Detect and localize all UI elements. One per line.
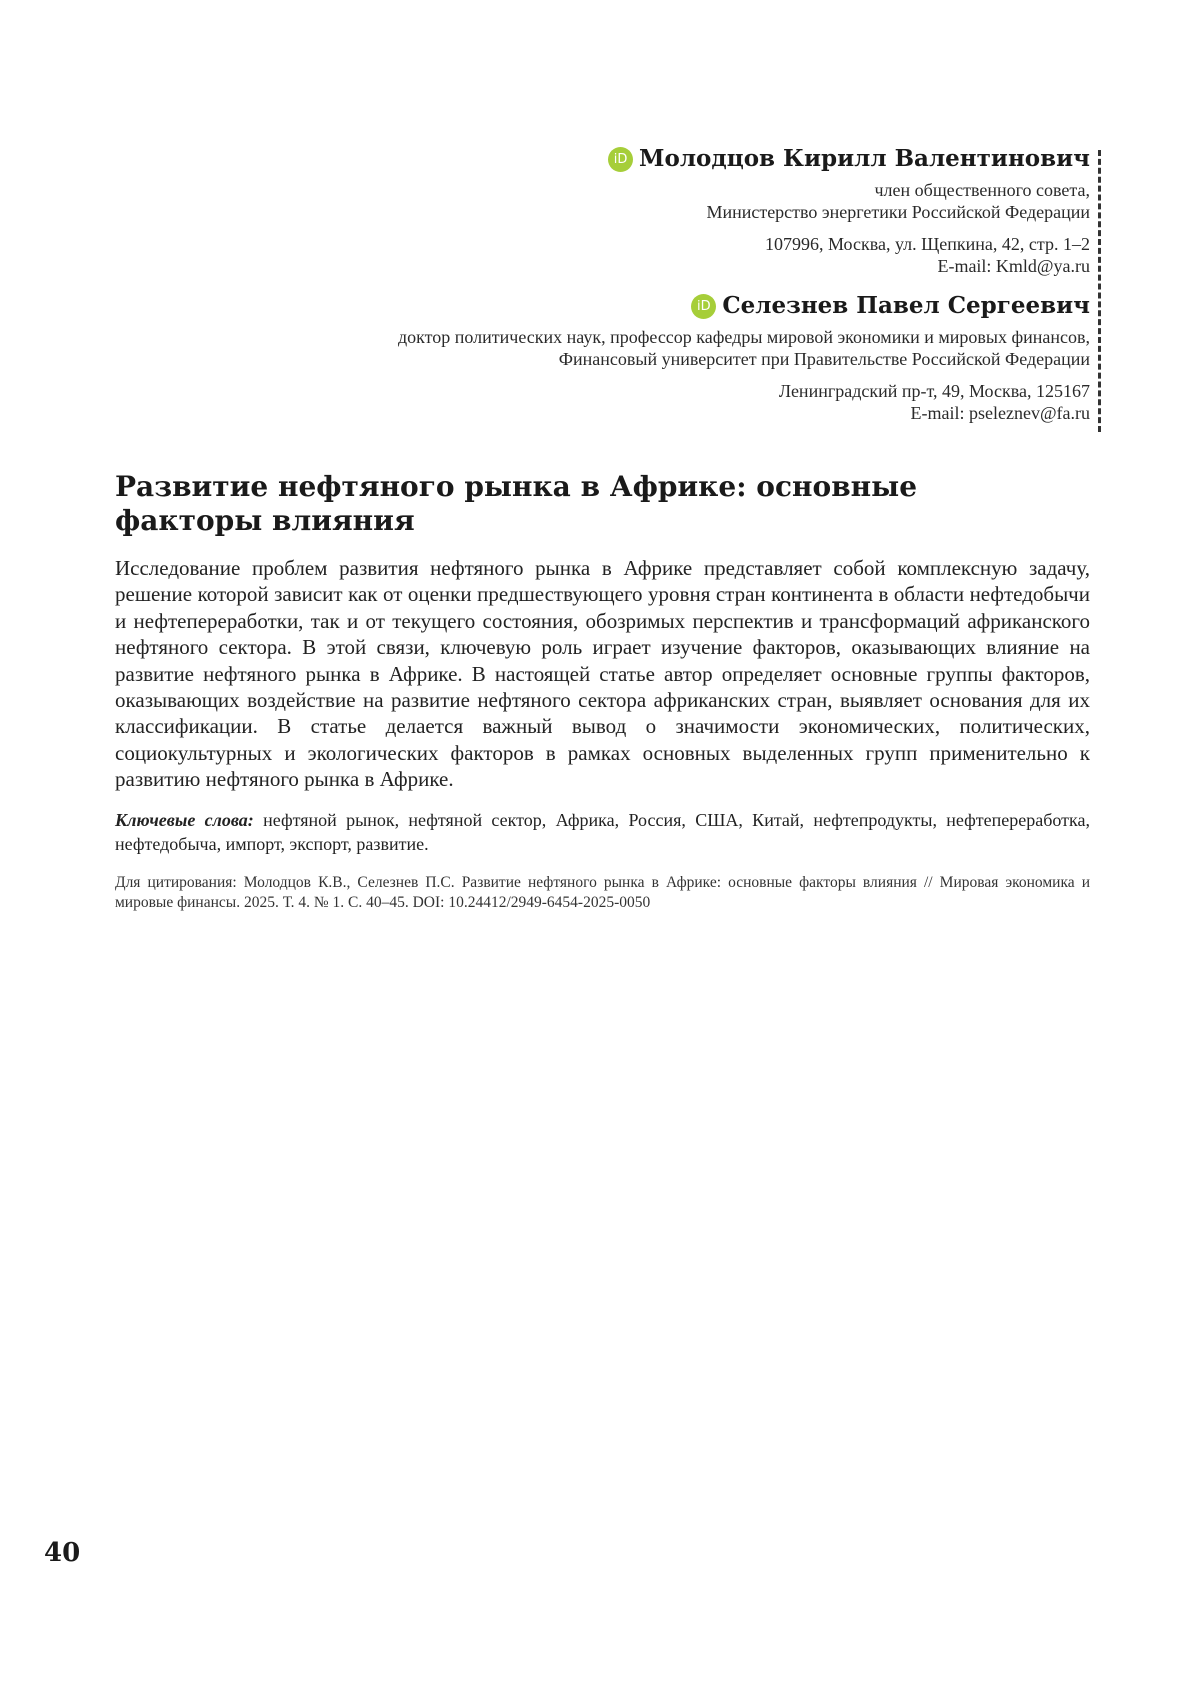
page-number: 40 <box>44 1538 81 1568</box>
affiliation-line: член общественного совета, <box>874 180 1090 200</box>
author-affiliation <box>100 326 1090 370</box>
article-abstract: Исследование проблем развития нефтяного рынка в Африке представляет собой комплексную задачу, решение которой зависит как от оценки предшествующего уровня стран континента в области нефтедобычи и нефтепереработки, так и от текущего состояния, обозримых перспектив и трансформаций африканского нефтяного сектора. В этой связи, ключевую роль играет изучение факторов, оказывающих влияние на развитие нефтяного рынка в Африке. В настоящей статье автор определяет основные группы факторов, оказывающих воздействие на развитие нефтяного сектора африканских стран, выявляет основания для их классификации. В статье делается важный вывод о значимости экономических, политических, социокультурных и экологических факторов в рамках основных выделенных групп применительно к развитию нефтяного рынка в Африке. <box>115 556 1090 792</box>
author-address: Ленинградский пр-т, 49, Москва, 125167 <box>778 381 1090 401</box>
affiliation-line: доктор политических наук, профессор кафедры мировой экономики и мировых финансов, <box>397 327 1090 347</box>
author-email[interactable]: E-mail: pseleznev@fa.ru <box>910 403 1090 423</box>
orcid-icon[interactable]: iD <box>691 294 716 319</box>
author-name <box>100 291 1090 321</box>
author-contact <box>100 233 1090 277</box>
author-contact <box>100 380 1090 424</box>
author-block-divider <box>1098 150 1101 432</box>
author-name-text: Молодцов Кирилл Валентинович <box>639 145 1090 172</box>
article-citation: Для цитирования: Молодцов К.В., Селезнев П.С. Развитие нефтяного рынка в Африке: основные факторы влияния // Мировая экономика и мировые финансы. 2025. Т. 4. № 1. С. 40–45. DOI: 10.24412/2949-6454-2025-0050 <box>115 874 1090 911</box>
author-email[interactable]: E-mail: Kmld@ya.ru <box>937 256 1090 276</box>
author-name-text: Селезнев Павел Сергеевич <box>722 292 1090 319</box>
authors-block <box>100 144 1090 424</box>
affiliation-line: Министерство энергетики Российской Федерации <box>706 202 1090 222</box>
orcid-icon[interactable]: iD <box>608 147 633 172</box>
article-keywords <box>115 808 1090 856</box>
author-affiliation <box>100 179 1090 223</box>
keywords-text: нефтяной рынок, нефтяной сектор, Африка, Россия, США, Китай, нефтепродукты, нефтепереработка, нефтедобыча, импорт, экспорт, развитие. <box>115 810 1090 854</box>
article-title: Развитие нефтяного рынка в Африке: основные факторы влияния <box>115 470 918 537</box>
author-address: 107996, Москва, ул. Щепкина, 42, стр. 1–2 <box>764 234 1090 254</box>
affiliation-line: Финансовый университет при Правительстве Российской Федерации <box>558 349 1090 369</box>
author-1 <box>100 144 1090 277</box>
author-2 <box>100 291 1090 424</box>
keywords-label: Ключевые слова: <box>115 810 254 830</box>
author-name <box>100 144 1090 174</box>
